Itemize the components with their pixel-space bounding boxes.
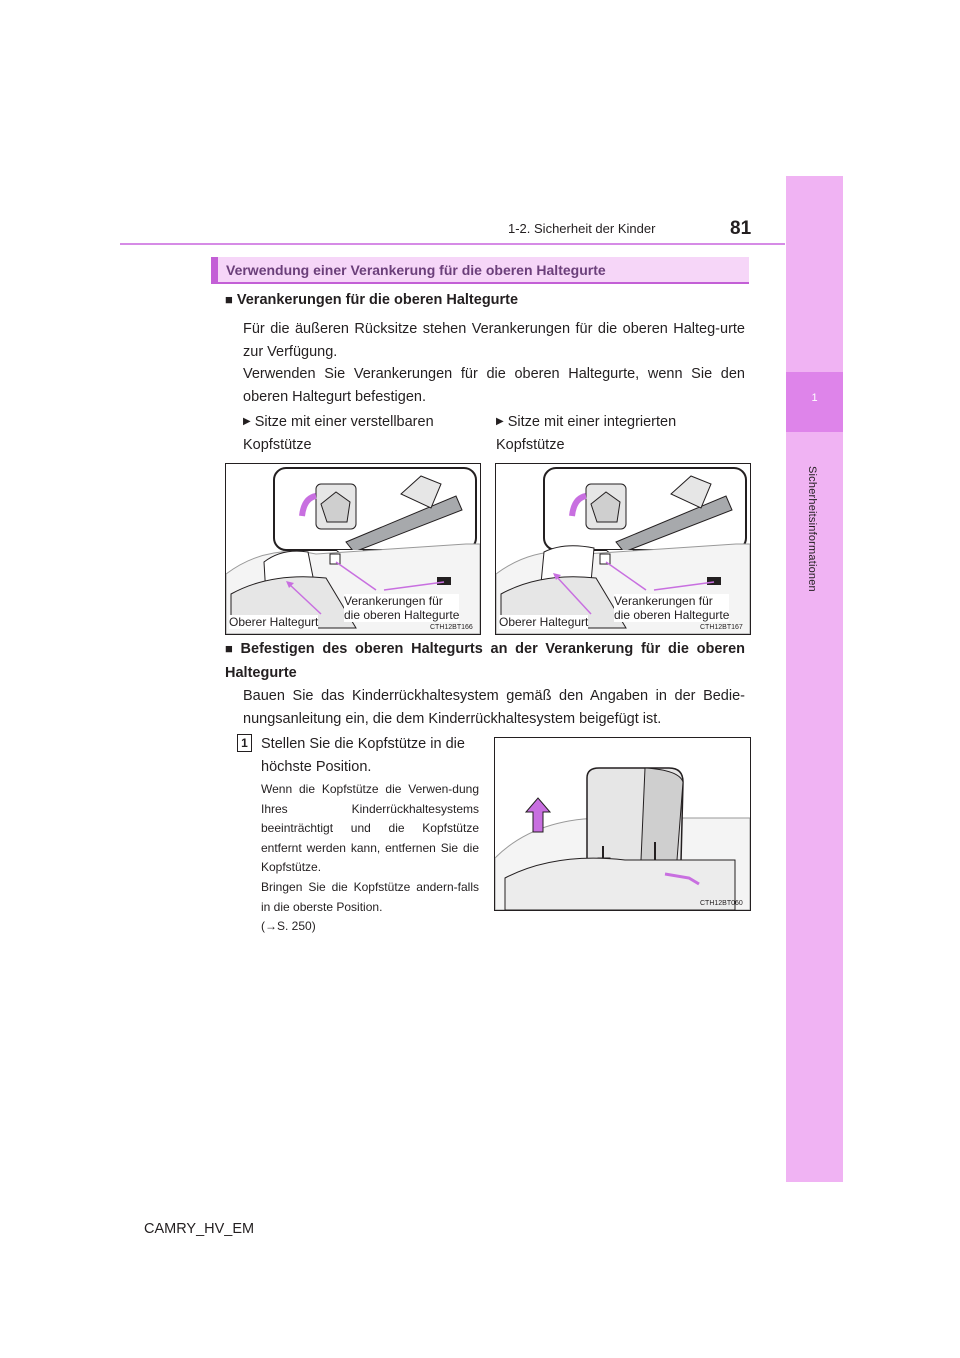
square-bullet-icon: ■ [225,292,233,307]
subheading-fasten [225,637,745,685]
label-anchors [614,594,729,622]
variant-adjustable [243,410,473,457]
label-strap: Oberer Haltegurt [229,615,319,629]
figure-code: CTH12BT060 [700,900,743,907]
figure-code: CTH12BT167 [700,624,743,631]
triangle-bullet-icon: ▶ [496,416,504,427]
subheading-text: Befestigen des oberen Haltegurts an der Verankerung für die oberen Haltegurte [225,641,745,681]
section-title: Verwendung einer Verankerung für die oberen Haltegurte [226,262,606,278]
paragraph-install: Bauen Sie das Kinderrückhaltesystem gemäß den Angaben in der Bedie-nungsanleitung ein, die dem Kinderrückhaltesystem beigefügt ist. [243,688,745,727]
step-title: Stellen Sie die Kopfstütze in die höchste Position. [261,736,465,775]
side-chapter-label: Sicherheitsinformationen [806,466,818,592]
figure-headrest-raise [494,737,751,911]
header-rule [120,243,785,245]
page-number: 81 [730,218,752,239]
running-header: 1-2. Sicherheit der Kinder [508,221,656,236]
side-chapter-tab [786,176,843,1182]
triangle-bullet-icon: ▶ [243,416,251,427]
label-anchors [344,594,459,622]
label-anchors-line2: die oberen Haltegurte [614,608,730,622]
page-reference: (→S. 250) [261,919,316,933]
step-number: 1 [237,734,252,752]
variant-adjustable-text: Sitze mit einer verstellbaren Kopfstütze [243,414,434,453]
side-chapter-number: 1 [811,392,818,404]
variant-integrated-text: Sitze mit einer integrierten Kopfstütze [496,414,677,453]
subheading-anchors [225,288,745,312]
figure-adjustable-headrest [225,463,481,635]
subheading-text: Verankerungen für die oberen Haltegurte [236,292,519,308]
step-note-2: Bringen Sie die Kopfstütze andern-falls in die oberste Position. [261,880,479,914]
figure-code: CTH12BT166 [430,624,473,631]
headrest-illustration [495,738,750,910]
step-note: Wenn die Kopfstütze die Verwen-dung Ihres Kinderrückhaltesystems beeinträchtigt und die Kopfstütze entfernt werden kann, entfernen Sie die Kopfstütze. [261,782,479,874]
label-anchors-line1: Verankerungen für [614,594,713,608]
paragraph-use-anchors: Verwenden Sie Verankerungen für die oberen Haltegurte, wenn Sie den oberen Haltegurt befestigen. [243,366,745,405]
paragraph-anchors-available: Für die äußeren Rücksitze stehen Verankerungen für die oberen Halteg-urte zur Verfügung. [243,321,745,360]
label-anchors-line2: die oberen Haltegurte [344,608,460,622]
figure-integrated-headrest [495,463,751,635]
label-anchors-line1: Verankerungen für [344,594,443,608]
footer-model: CAMRY_HV_EM [144,1221,255,1237]
section-bar-accent [211,257,218,283]
label-strap: Oberer Haltegurt [499,615,589,629]
square-bullet-icon: ■ [225,641,237,656]
variant-integrated [496,410,726,457]
section-bar-underline [211,282,749,284]
